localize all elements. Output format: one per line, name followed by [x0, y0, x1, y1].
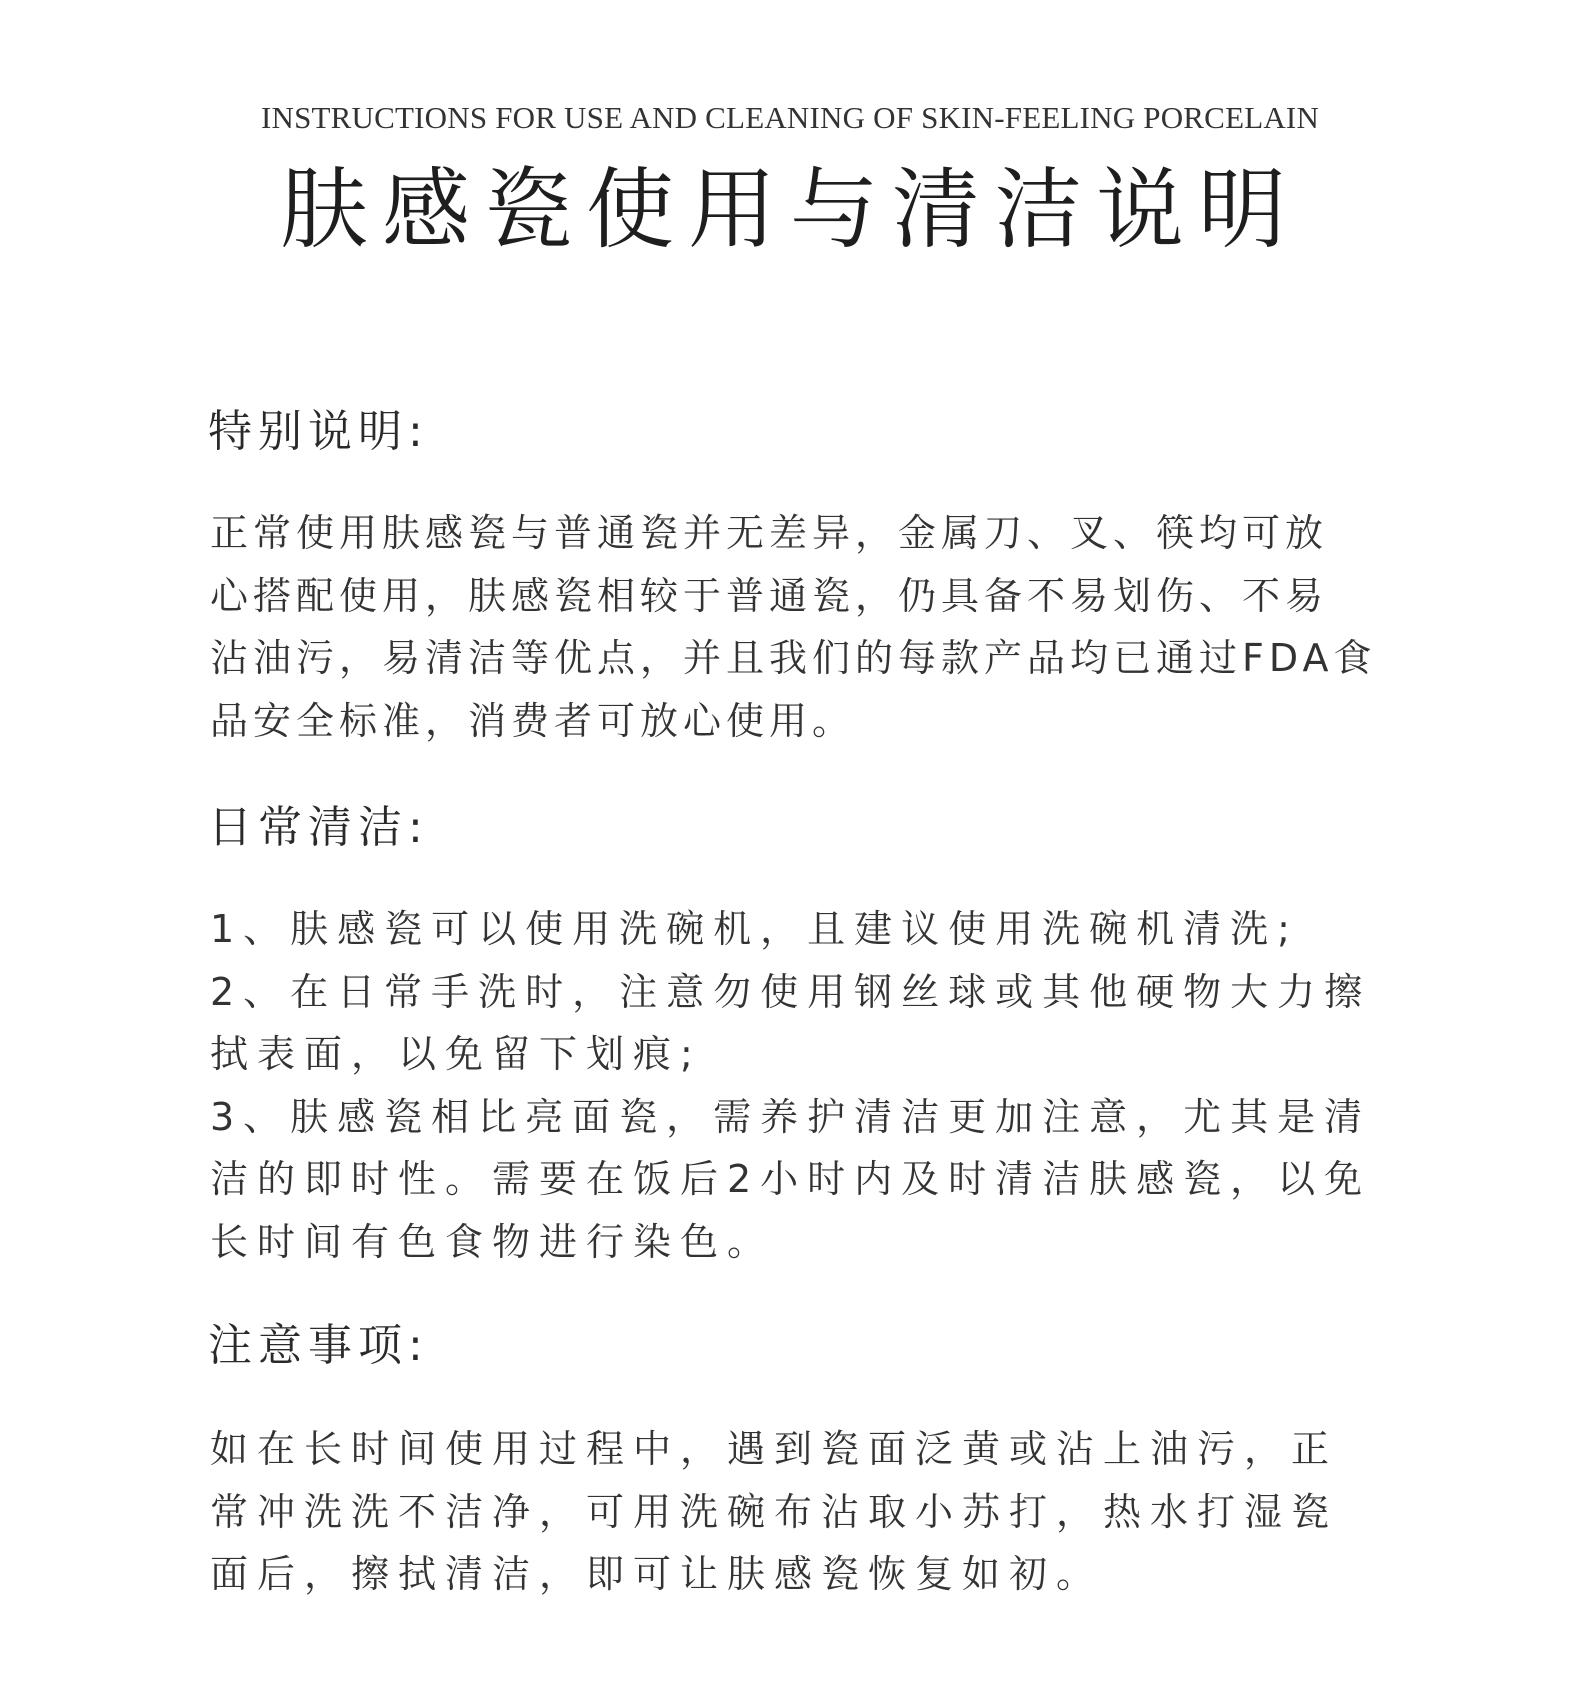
- daily-cleaning-line: 洁的即时性。需要在饭后2小时内及时清洁肤感瓷，以免: [210, 1157, 1372, 1201]
- precautions-line: 如在长时间使用过程中，遇到瓷面泛黄或沾上油污，正: [210, 1427, 1339, 1471]
- special-note-line: 心搭配使用，肤感瓷相较于普通瓷，仍具备不易划伤、不易: [210, 573, 1329, 618]
- daily-cleaning-line: 拭表面，以免留下划痕;: [210, 1032, 702, 1076]
- daily-cleaning-line: 长时间有色食物进行染色。: [210, 1219, 775, 1264]
- special-note-line: 正常使用肤感瓷与普通瓷并无差异，金属刀、叉、筷均可放: [210, 511, 1329, 555]
- daily-cleaning-line: 3、肤感瓷相比亮面瓷，需养护清洁更加注意，尤其是清: [210, 1094, 1372, 1139]
- daily-cleaning-line: 1、肤感瓷可以使用洗碗机，且建议使用洗碗机清洗;: [210, 907, 1299, 951]
- precautions-line: 常冲洗洗不洁净，可用洗碗布沾取小苏打，热水打湿瓷: [210, 1489, 1339, 1534]
- special-note-line: 沾油污，易清洁等优点，并且我们的每款产品均已通过FDA食: [210, 636, 1377, 680]
- daily-cleaning-line: 2、在日常手洗时，注意勿使用钢丝球或其他硬物大力擦: [210, 969, 1372, 1014]
- special-note-line: 品安全标准，消费者可放心使用。: [210, 698, 856, 743]
- daily-cleaning-heading: 日常清洁:: [208, 802, 429, 853]
- daily-cleaning-paragraph: [210, 898, 1380, 1273]
- page-title: 肤感瓷使用与清洁说明: [279, 158, 1300, 261]
- special-note-paragraph: [210, 502, 1380, 752]
- special-note-heading: 特别说明:: [208, 406, 429, 457]
- precautions-heading: 注意事项:: [208, 1320, 429, 1371]
- english-subtitle: INSTRUCTIONS FOR USE AND CLEANING OF SKIN-FEELING PORCELAIN: [260, 100, 1320, 135]
- precautions-line: 面后，擦拭清洁，即可让肤感瓷恢复如初。: [210, 1552, 1104, 1596]
- precautions-paragraph: [210, 1418, 1380, 1606]
